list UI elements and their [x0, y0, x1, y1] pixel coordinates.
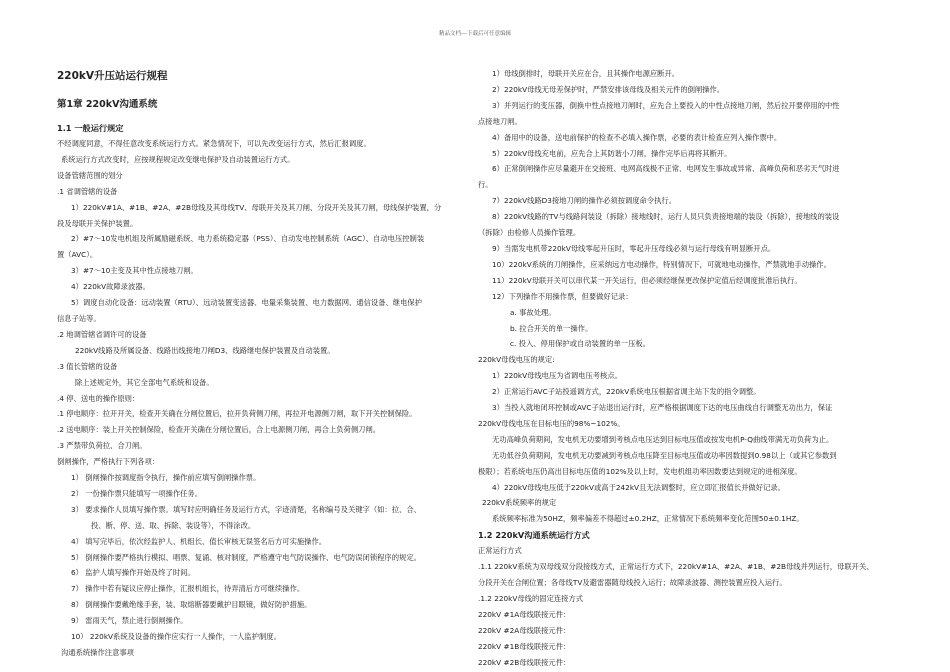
text-line: 9）当需发电机带220kV母线零起升压时，零起升压母线必须与运行母线有明显断开点。	[492, 243, 776, 253]
document-title: 220kV升压站运行规程	[57, 70, 168, 82]
section-heading: 1.1 一般运行规定	[57, 123, 124, 133]
text-line: b. 拉合开关的单一操作。	[510, 323, 593, 333]
text-line: 220kV #1A母线联接元件：	[478, 609, 571, 619]
text-line: 220kV #1B母线联接元件：	[478, 641, 571, 651]
text-line: 7） 操作中若有疑议应停止操作，汇报机组长，待弄清后方可继续操作。	[71, 584, 305, 594]
text-line: 10） 220kV系统及设备的操作应实行一人操作，一人监护制度。	[71, 632, 281, 642]
text-line: 信息子站等。	[57, 313, 101, 323]
text-line: 5）调度自动化设备：远动装置（RTU）、远动装置变送器、电量采集装置、电力数据网、通信设备、继电保护	[71, 298, 422, 308]
text-line: 220kV #2B母线联接元件：	[478, 657, 571, 667]
text-line: 220kV线路及所属设备、线路出线接地刀闸D3、线路继电保护装置及自动装置。	[75, 345, 335, 355]
text-line: 220kV系统频率的规定	[482, 498, 557, 508]
text-line: 2）正常运行AVC子站投遥调方式，220kV系统电压根据省调主站下发的指令调整。	[492, 387, 761, 397]
text-line: 3）并列运行的变压器，倒换中性点接地刀闸时，应先合上要投入的中性点接地刀闸，然后拉开要停用的中性	[492, 100, 840, 110]
text-line: 3） 要求操作人员填写操作票。填写时应明确任务及运行方式，字迹清楚，名称编号及关键字（如：拉、合、	[71, 504, 421, 514]
text-line: 投、断、停、送、取、拆除、装设等），不得涂改。	[91, 520, 256, 530]
text-line: 1）母线倒排时，母联开关应在合，且其操作电源应断开。	[492, 69, 680, 78]
text-line: 4） 填写完毕后，依次经监护人、机组长、值长审核无误签名后方可实施操作。	[71, 536, 327, 546]
text-line: 220kV母线电压在目标电压的98%~102%。	[478, 418, 625, 428]
text-line: 倒闸操作，严格执行下列各项：	[57, 457, 160, 467]
section-heading: 1.2 220kV沟通系统运行方式	[478, 530, 590, 541]
text-line: 2）#7～10发电机组及所属励磁系统、电力系统稳定器（PSS）、自动发电控制系统（AGC）、自动电压控制装	[71, 234, 425, 244]
text-line: 无功低谷负荷期间，发电机无功要减到考核点电压降至目标电压值或功率因数提到0.98以上（或其它参数到	[492, 450, 837, 460]
left-column	[57, 66, 472, 661]
text-line: 12）下列操作不用操作票，但要做好记录：	[492, 291, 633, 301]
text-line: .3 严禁带负荷拉、合刀闸。	[57, 441, 147, 451]
text-line: .1 停电顺序：拉开开关，检查开关确在分闸位置后，拉开负荷侧刀闸，再拉开电源侧刀闸，取下开关控制保险。	[57, 409, 417, 419]
text-line: 3）当投入就地闭环控制或AVC子站退出运行时，应严格根据调度下达的电压曲线自行调整无功出力，保证	[492, 403, 833, 413]
text-line: .1.1 220kV系统为双母线双分段接线方式，正常运行方式下，220kV#1A、#2A、#1B、#2B母线并列运行，母联开关、	[478, 562, 874, 572]
text-line: 7）220kV线路D3接地刀闸的操作必须按调度命令执行。	[492, 196, 676, 206]
text-line: 6） 监护人填写操作开始及终了时间。	[71, 568, 195, 578]
text-line: 除上述规定外，其它全部电气系统和设备。	[75, 377, 214, 387]
text-line: .2 送电顺序：装上开关控制保险，检查开关确在分闸位置后，合上电源侧刀闸，再合上负荷侧刀闸。	[57, 425, 381, 435]
text-line: .3 值长管辖的设备	[57, 361, 118, 371]
text-line: 10）220kV系统的刀闸操作，应采纳远方电动操作，特别情况下，可就地电动操作，严禁就地手动操作。	[492, 259, 831, 269]
text-line: 沟通系统操作注意事项	[61, 648, 134, 657]
text-line: 8）220kV线路的TV与线路间装设（拆除）接地线时，运行人员只负责接地端的装设（拆除），接地线的装设	[492, 212, 840, 222]
text-line: 极限）；若系统电压仍高出目标电压值的102%及以上时，发电机组功率因数要达到规定的进相深度。	[478, 466, 802, 476]
text-line: c. 投入、停用保护或自动装置的单一压板。	[510, 339, 650, 349]
text-line: .2 地调管辖省调许可的设备	[57, 329, 147, 339]
text-line: 6）正常倒闸操作应尽量避开在交接班、电网高线极不正常、电网发生事故或异常、高峰负荷和恶劣天气时进	[492, 164, 840, 174]
text-line: 设备管辖范围的划分	[57, 170, 123, 180]
text-line: 5）220kV母线充电前，应先合上其防谐小刀闸，操作完毕后再将其断开。	[492, 148, 732, 158]
text-line: 置（AVC）。	[57, 250, 98, 260]
text-line: 4）备用中的设备，送电前保护的检查不必填入操作票，必要的表计检查应列入操作票中。	[492, 132, 782, 142]
text-line: 分段开关在合闸位置；各母线TV及避雷器随母线投入运行；故障录波器、测控装置应投入运行。	[478, 578, 787, 588]
text-line: 2） 一份操作票只能填写一项操作任务。	[71, 488, 203, 498]
text-line: （拆除）由检修人员操作管理。	[478, 228, 581, 238]
text-line: 8） 倒闸操作要戴绝缘手套，装、取熔断器要戴护目眼镜，做好防护措施。	[71, 600, 312, 610]
text-line: 11）220kV母联开关可以串代某一开关运行，但必须经继保更改保护定值后经调度批准后执行。	[492, 275, 802, 285]
right-column	[478, 66, 898, 671]
text-line: .1.2 220kV母线的固定连接方式	[478, 594, 584, 603]
text-line: 正常运行方式	[478, 546, 522, 556]
text-line: 4）220kV故障录波器。	[71, 282, 150, 292]
text-line: 系统运行方式改变时，应按规程规定改变继电保护及自动装置运行方式。	[61, 154, 295, 164]
text-line: .4 停、送电的操作原则：	[57, 393, 140, 403]
text-line: 4）220kV母线电压低于220kV或高于242kV且无法调整时，应立即汇报值长并做好记录。	[492, 482, 785, 492]
text-line: 系统频率标准为50HZ，频率偏差不得超过±0.2HZ，正常情况下系统频率变化范围50±0.1HZ。	[492, 514, 804, 524]
text-line: 220kV #2A母线联接元件：	[478, 625, 571, 635]
text-line: 1）220kV#1A、#1B、#2A、#2B母线及其母线TV、母联开关及其刀闸、分段开关及其刀闸，母线保护装置，分	[71, 202, 442, 212]
text-line: 1） 倒闸操作按调度指令执行，操作前应填写倒闸操作票。	[71, 473, 261, 483]
text-line: 5） 倒闸操作要严格执行模拟、唱票、复诵、核对制度，严格遵守电气防误操作、电气防误闭锁程序的规定。	[71, 552, 421, 562]
text-line: .1 省调管辖的设备	[57, 186, 118, 196]
text-line: 220kV母线电压的规定:	[478, 355, 555, 365]
text-line: a. 事故处理。	[510, 307, 556, 317]
text-line: 1）220kV母线电压为省调电压考核点。	[492, 371, 622, 381]
text-line: 点接地刀闸。	[478, 116, 522, 126]
spacer	[57, 87, 472, 95]
text-line: 段及母联开关保护装置。	[57, 218, 138, 228]
text-line: 不经调度同意，不得任意改变系统运行方式。紧急情况下，可以先改变运行方式，然后汇报调度。	[57, 139, 371, 148]
page-header: 精品文档---下载后可任意编辑	[439, 31, 511, 37]
text-line: 3）#7～10主变及其中性点接地刀闸。	[71, 266, 198, 276]
text-line: 行。	[478, 180, 493, 190]
text-line: 无功高峰负荷期间，发电机无功要增到考核点电压达到目标电压值或按发电机P-Q曲线带满无功负荷为止。	[492, 434, 834, 444]
text-line: 2）220kV母线无母差保护时，严禁安排该母线及相关元件的倒闸操作。	[492, 84, 725, 94]
chapter-heading: 第1章 220kV沟通系统	[57, 99, 158, 110]
text-line: 9） 雷雨天气，禁止进行倒闸操作。	[71, 616, 188, 626]
